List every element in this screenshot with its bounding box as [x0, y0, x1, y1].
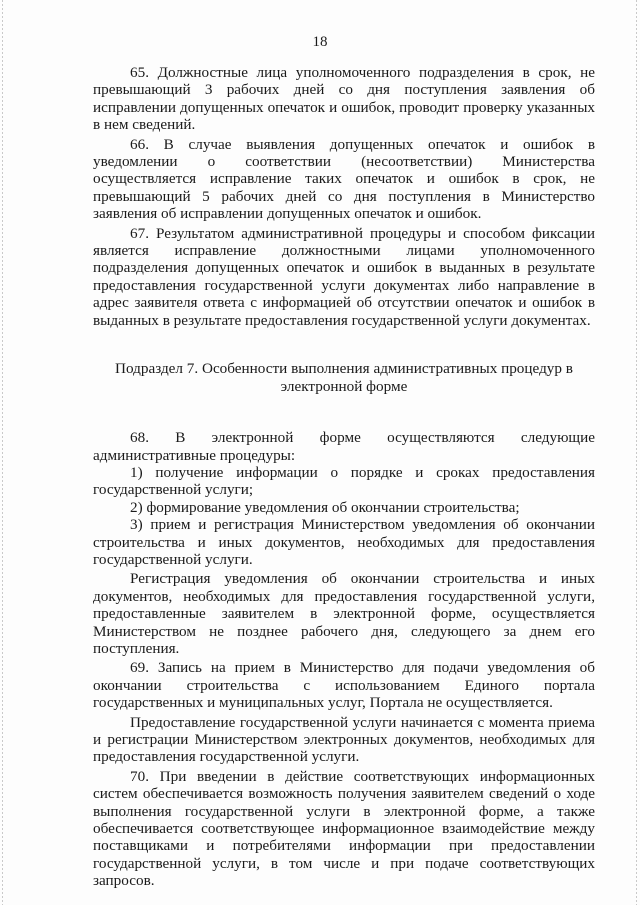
scan-edge-left [2, 0, 3, 905]
document-body [93, 64, 595, 890]
paragraph-66: 66. В случае выявления допущенных опечаток и ошибок в уведомлении о соответствии (несоответствии) Министерства осуществляется исправление таких опечаток и ошибок в срок, не превышающий 5 рабочих дней со дня поступления в Министерство заявления об исправлении допущенных опечаток и ошибок. [93, 135, 595, 223]
paragraph-70: 70. При введении в действие соответствующих информационных систем обеспечивается возможность получения заявителем сведений о ходе выполнения государственной услуги в электронной форме, а также обеспечивается соответствующее информационное взаимодействие между поставщиками и потребителями информации при предоставлении государственной услуги, в том числе и при подаче соответствующих запросов. [93, 767, 595, 890]
page-number: 18 [312, 34, 328, 50]
paragraph-service-start: Предоставление государственной услуги начинается с момента приема и регистрации Министерством электронных документов, необходимых для предоставления государственной услуги. [93, 713, 595, 766]
list-item-3: 3) прием и регистрация Министерством уведомления об окончании строительства и иных документов, необходимых для предоставления государственной услуги. [93, 516, 595, 568]
scan-edge-right [636, 0, 637, 905]
section-heading-line-2: электронной форме [280, 378, 408, 396]
paragraph-67: 67. Результатом административной процедуры и способом фиксации является исправление должностными лицами уполномоченного подразделения допущенных опечаток и ошибок в выданных в результате предоставления государственной услуги документах либо направление в адрес заявителя ответа с информацией об отсутствии опечаток и ошибок в выданных в результате предоставления государственной услуги документах. [93, 224, 595, 329]
list-item-1: 1) получение информации о порядке и сроках предоставления государственной услуги; [93, 463, 595, 499]
section-heading [93, 360, 595, 396]
list-item-2: 2) формирование уведомления об окончании строительства; [130, 498, 520, 516]
section-heading-line-1: Подраздел 7. Особенности выполнения административных процедур в [115, 360, 573, 378]
paragraph-65: 65. Должностные лица уполномоченного подразделения в срок, не превышающий 3 рабочих дней со дня поступления заявления об исправлении допущенных опечаток и ошибок, проводит проверку указанных в нем сведений. [93, 64, 595, 134]
paragraph-68: 68. В электронной форме осуществляются следующие административные процедуры: [93, 429, 595, 464]
paragraph-registration: Регистрация уведомления об окончании строительства и иных документов, необходимых для предоставления государственной услуги, предоставленные заявителем в электронной форме, осуществляется Министерством не позднее рабочего дня, следующего за днем его поступления. [93, 570, 595, 657]
paragraph-69: 69. Запись на прием в Министерство для подачи уведомления об окончании строительства с использованием Единого портала государственных и муниципальных услуг, Портала не осуществляется. [93, 659, 595, 712]
